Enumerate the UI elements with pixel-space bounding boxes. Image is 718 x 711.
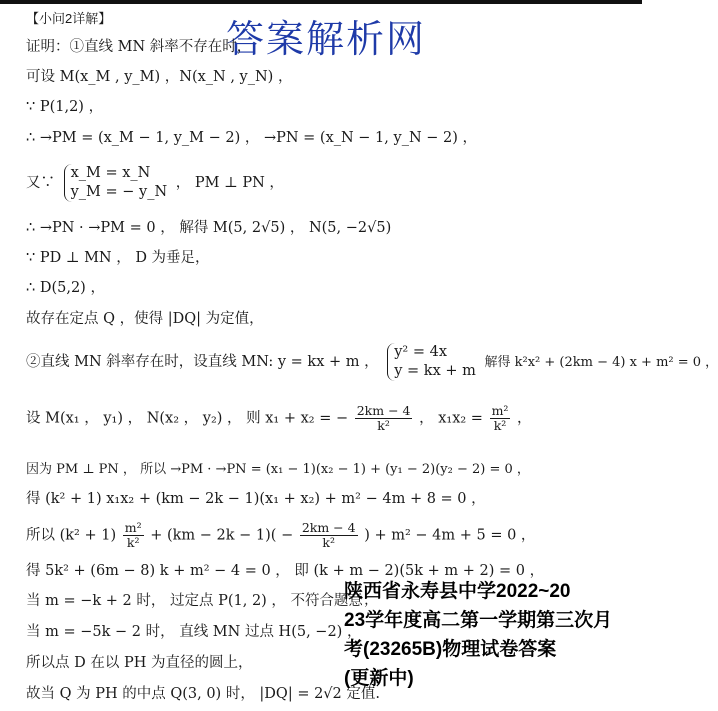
system-2-eq1: y² = 4x bbox=[394, 344, 448, 360]
system-2-lines bbox=[394, 343, 476, 381]
fraction-sum-denominator: k² bbox=[377, 418, 390, 433]
system-1-eq1: x_M = x_N bbox=[70, 165, 151, 181]
fraction-sum-numerator: 2km − 4 bbox=[356, 403, 411, 418]
solution-line-4: ∴ →PM = (x_M − 1, y_M − 2) ， →PN = (x_N − 1, y_N − 2) ， bbox=[26, 130, 477, 146]
fraction-2km-denominator: k² bbox=[322, 535, 335, 550]
fraction-product bbox=[490, 404, 511, 433]
solution-line-6: ∴ →PN · →PM = 0 ， 解得 M(5, 2√5) ， N(5, −2√5) bbox=[26, 220, 392, 236]
line11-end: ， bbox=[517, 410, 532, 427]
solution-line-11 bbox=[26, 404, 532, 433]
solution-line-19: 故当 Q 为 PH 的中点 Q(3, 0) 时， |DQ| = 2√2 定值. bbox=[26, 686, 380, 702]
fraction-m2-numerator: m² bbox=[124, 520, 142, 535]
fraction-sum bbox=[355, 404, 413, 433]
solution-line-15: 得 5k² + (6m − 8) k + m² − 4 = 0 ， 即 (k + m − 2)(5k + m + 2) = 0 ， bbox=[26, 563, 545, 579]
top-border bbox=[0, 0, 642, 4]
solution-line-13: 得 (k² + 1) x₁x₂ + (km − 2k − 1)(x₁ + x₂) + m² − 4m + 8 = 0 ， bbox=[26, 491, 486, 507]
fraction-m2-over-k2 bbox=[123, 521, 144, 550]
exam-title-line-3: 考(23265B)物理试卷答案 bbox=[344, 639, 557, 660]
fraction-2km-numerator: 2km − 4 bbox=[301, 520, 356, 535]
watermark-text: 答案解析网 bbox=[226, 17, 427, 61]
solution-line-2: 可设 M(x_M , y_M) ，N(x_N , y_N) ， bbox=[26, 69, 293, 85]
exam-title-line-4: (更新中) bbox=[344, 668, 414, 689]
line14-suffix: ) + m² − 4m + 5 = 0 ， bbox=[364, 527, 536, 544]
solution-line-9: 故存在定点 Q ，使得 |DQ| 为定值， bbox=[26, 311, 264, 327]
section-label: 【小问2详解】 bbox=[26, 11, 112, 26]
system-1-lines bbox=[71, 164, 168, 202]
fraction-product-numerator: m² bbox=[491, 403, 509, 418]
solution-line-16: 当 m = −k + 2 时， 过定点 P(1, 2) ， 不符合题意； bbox=[26, 593, 378, 609]
line5-prefix: 又∵ bbox=[26, 175, 55, 191]
exam-title-line-1: 陕西省永寿县中学2022~20 bbox=[344, 581, 571, 602]
equation-system-2 bbox=[387, 343, 476, 381]
exam-title-overlay bbox=[344, 577, 640, 693]
fraction-m2-denominator: k² bbox=[126, 535, 140, 550]
solution-line-17: 当 m = −5k − 2 时， 直线 MN 过点 H(5, −2) ， bbox=[26, 624, 362, 640]
solution-line-18: 所以点 D 在以 PH 为直径的圆上， bbox=[26, 655, 253, 671]
line14-mid: + (km − 2k − 1)( − bbox=[150, 527, 294, 544]
line10-prefix: ②直线 MN 斜率存在时，设直线 MN: y = kx + m ， bbox=[26, 354, 379, 370]
solution-line-3: ∵ P(1,2) ， bbox=[26, 99, 104, 115]
line11-prefix: 设 M(x₁ ， y₁) ， N(x₂ ， y₂) ， 则 x₁ + x₂ = − bbox=[26, 410, 349, 427]
line10-suffix: 解得 k²x² + (2km − 4) x + m² = 0 ， bbox=[484, 355, 718, 370]
solution-line-10 bbox=[26, 343, 718, 381]
fraction-product-denominator: k² bbox=[493, 418, 507, 433]
solution-line-12: 因为 PM ⊥ PN ， 所以 →PM · →PN = (x₁ − 1)(x₂ − 1) + (y₁ − 2)(y₂ − 2) = 0 ， bbox=[26, 462, 530, 477]
line11-mid: ， x₁x₂ = bbox=[419, 410, 483, 427]
solution-line-14 bbox=[26, 521, 535, 550]
exam-title-line-2: 23学年度高二第一学期第三次月 bbox=[344, 610, 613, 631]
solution-line-5 bbox=[26, 164, 284, 202]
fraction-2km-over-k2 bbox=[300, 521, 358, 550]
solution-line-7: ∵ PD ⊥ MN ， D 为垂足， bbox=[26, 250, 210, 266]
solution-line-1: 证明：①直线 MN 斜率不存在时， bbox=[26, 39, 252, 55]
system-1-eq2: y_M = − y_N bbox=[70, 184, 168, 200]
solution-line-8: ∴ D(5,2) ， bbox=[26, 280, 105, 296]
line14-prefix: 所以 (k² + 1) bbox=[26, 527, 117, 544]
system-2-eq2: y = kx + m bbox=[394, 363, 476, 379]
line5-suffix: ， PM ⊥ PN ， bbox=[175, 175, 284, 191]
equation-system-1 bbox=[64, 164, 168, 202]
